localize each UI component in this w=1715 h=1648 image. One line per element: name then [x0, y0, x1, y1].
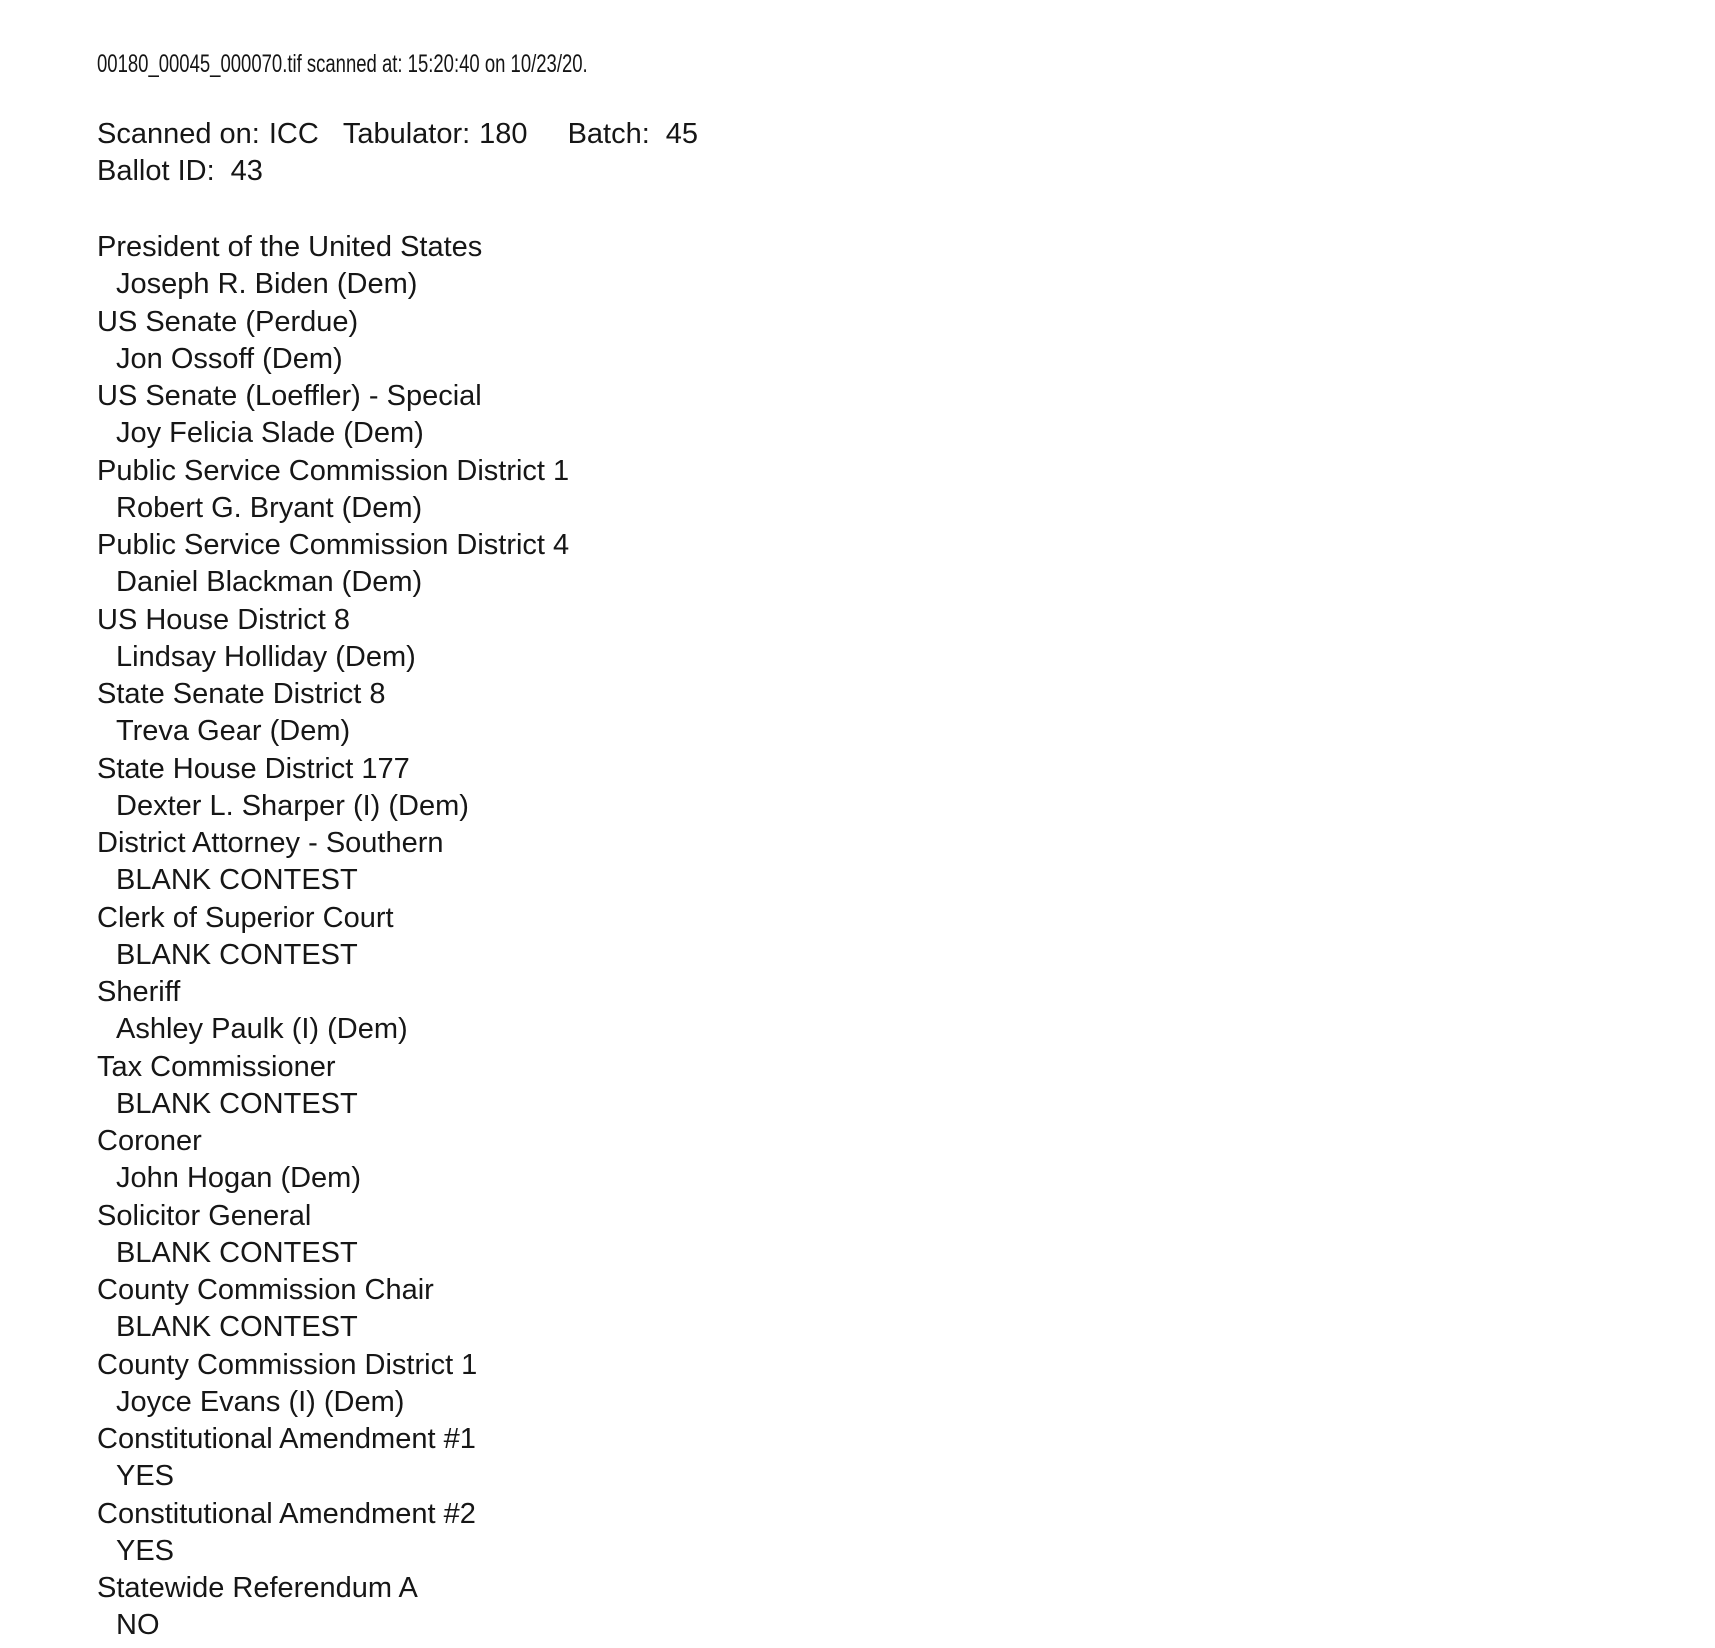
- tabulator-value: 180: [479, 118, 528, 150]
- contest: [97, 1272, 569, 1347]
- contest-selection: NO: [116, 1609, 160, 1642]
- contest-selection: BLANK CONTEST: [116, 864, 358, 897]
- contest-selection: Daniel Blackman (Dem): [116, 566, 423, 599]
- contest: [97, 1123, 569, 1198]
- contest-title: Statewide Referendum A: [97, 1572, 418, 1604]
- ballot-id-line: [97, 153, 698, 190]
- contest: [97, 453, 569, 528]
- contest-title: District Attorney - Southern: [97, 827, 444, 859]
- contest-selection: Joyce Evans (I) (Dem): [116, 1385, 405, 1418]
- contest-selection: John Hogan (Dem): [116, 1162, 361, 1195]
- contest: [97, 1347, 569, 1422]
- scan-info-line: [97, 116, 698, 153]
- contest: [97, 676, 569, 751]
- contest-list: [97, 229, 569, 1645]
- ballot-id-value: 43: [230, 155, 263, 188]
- contest: [97, 1570, 569, 1645]
- contest-selection: Joy Felicia Slade (Dem): [116, 417, 424, 450]
- contest: [97, 378, 569, 453]
- contest: [97, 974, 569, 1049]
- contest: [97, 825, 569, 900]
- contest-title: US Senate (Loeffler) - Special: [97, 380, 482, 412]
- contest-selection: Jon Ossoff (Dem): [116, 342, 343, 375]
- contest: [97, 602, 569, 677]
- contest-title: Public Service Commission District 4: [97, 529, 570, 561]
- contest-title: State House District 177: [97, 752, 410, 785]
- contest-title: Solicitor General: [97, 1199, 312, 1232]
- contest-selection: Treva Gear (Dem): [116, 715, 351, 748]
- contest-selection: BLANK CONTEST: [116, 1311, 358, 1344]
- file-scan-header: 00180_00045_000070.tif scanned at: 15:20:40 on 10/23/20.: [97, 50, 588, 78]
- contest-selection: YES: [116, 1534, 175, 1567]
- contest-selection: Lindsay Holliday (Dem): [116, 640, 416, 673]
- scanned-on-label: Scanned on:: [97, 118, 260, 150]
- contest-selection: YES: [116, 1460, 175, 1493]
- contest-title: US House District 8: [97, 603, 351, 636]
- contest-title: County Commission Chair: [97, 1274, 434, 1306]
- contest: [97, 1198, 569, 1273]
- contest: [97, 229, 569, 304]
- tabulator-label: Tabulator:: [342, 118, 471, 150]
- contest-title: Sheriff: [97, 976, 181, 1008]
- contest-selection: BLANK CONTEST: [116, 938, 358, 971]
- contest-title: Clerk of Superior Court: [97, 901, 394, 934]
- contest-title: County Commission District 1: [97, 1348, 478, 1381]
- contest-title: US Senate (Perdue): [97, 305, 359, 338]
- contest-selection: BLANK CONTEST: [116, 1236, 358, 1269]
- contest: [97, 900, 569, 975]
- contest: [97, 527, 569, 602]
- batch-value: 45: [665, 118, 699, 150]
- contest: [97, 1496, 569, 1571]
- scan-metadata: [97, 116, 698, 190]
- scanned-on-value: ICC: [268, 118, 319, 150]
- ballot-id-label: Ballot ID:: [97, 155, 215, 188]
- contest-selection: Joseph R. Biden (Dem): [116, 268, 418, 301]
- contest: [97, 751, 569, 826]
- contest: [97, 1421, 569, 1496]
- contest-title: Tax Commissioner: [97, 1050, 336, 1083]
- contest-selection: Robert G. Bryant (Dem): [116, 491, 423, 524]
- contest-selection: Dexter L. Sharper (I) (Dem): [116, 789, 469, 822]
- batch-label: Batch:: [567, 118, 650, 150]
- contest-title: Coroner: [97, 1125, 202, 1157]
- contest: [97, 304, 569, 379]
- contest-selection: BLANK CONTEST: [116, 1087, 358, 1120]
- contest: [97, 1049, 569, 1124]
- contest-title: State Senate District 8: [97, 678, 386, 710]
- contest-title: Constitutional Amendment #1: [97, 1423, 476, 1455]
- contest-title: President of the United States: [97, 231, 483, 263]
- contest-title: Public Service Commission District 1: [97, 454, 570, 487]
- contest-selection: Ashley Paulk (I) (Dem): [116, 1013, 408, 1046]
- contest-title: Constitutional Amendment #2: [97, 1497, 476, 1530]
